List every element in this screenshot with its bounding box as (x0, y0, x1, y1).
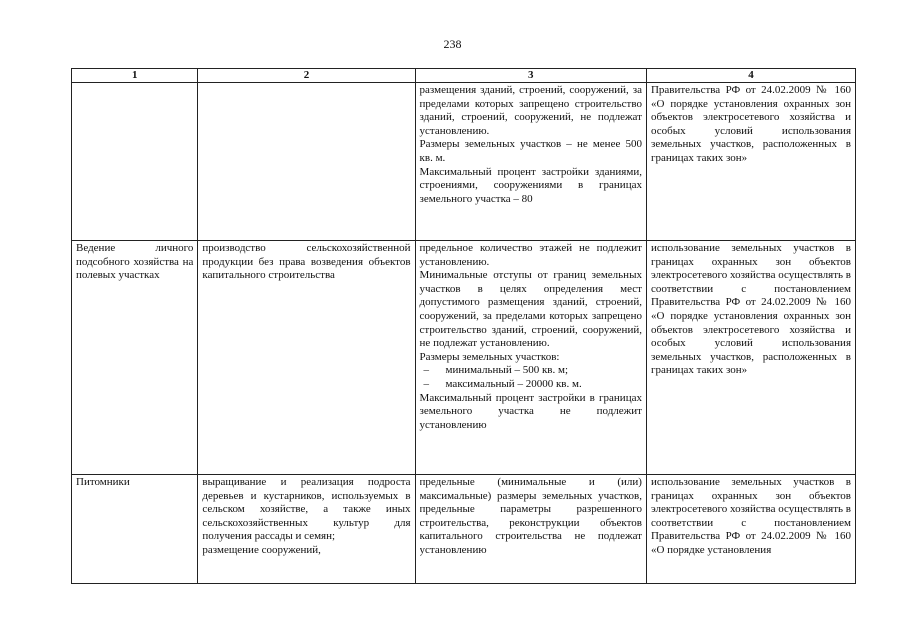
cell-text: предельные (минимальные и (или) максимальные) размеры земельных участков, предельные параметры разрешенного строительства, реконструкции объектов капитального строительства не подлежат установлению (419, 476, 642, 556)
paragraph: Минимальные отступы от границ земельных участков в целях определения мест допустимого размещения зданий, строений, сооружений, за пределами которых запрещено строительство зданий, строений, сооружений, не подлежат установлению. (419, 269, 642, 350)
paragraph: Максимальный процент застройки в границах земельного участка не подлежит установлению (419, 391, 642, 431)
regulations-table (71, 68, 856, 584)
table-row (72, 83, 856, 241)
cell-text-wrap (202, 476, 410, 583)
table-row (72, 475, 856, 584)
paragraph: предельное количество этажей не подлежит установлению. (419, 242, 642, 268)
cell-use-type (72, 475, 198, 584)
cell-restrictions: использование земельных участков в границах охранных зон объектов электросетевого хозяйства осуществлять в соответствии с постановлением Правительства РФ от 24.02.2009 № 160 «О порядке установления охранных зон объектов электросетевого хозяйства и особых условий использования земельных участков, расположенных в границах таких зон» (646, 241, 855, 475)
column-header: 2 (198, 69, 415, 83)
page-number: 238 (443, 37, 462, 51)
dash-bullet-icon: – (423, 377, 430, 390)
paragraph: выращивание и реализация подроста деревьев и кустарников, используемых в сельском хозяйстве, а также иных сельскохозяйственных культур для получения рассады и семян; (202, 476, 411, 543)
cell-description (198, 83, 415, 241)
cell-parameters (415, 241, 646, 475)
cell-text: Питомники (76, 476, 130, 488)
column-header: 1 (72, 69, 198, 83)
cell-use-type (72, 83, 198, 241)
column-header: 3 (415, 69, 646, 83)
paragraph: размещение сооружений, (202, 543, 321, 556)
list-item-text: максимальный – 20000 кв. м. (445, 377, 582, 390)
list-item (420, 378, 642, 392)
cell-parameters (415, 475, 646, 584)
cell-description (198, 475, 415, 584)
cell-restrictions (646, 475, 855, 584)
paragraph: размещения зданий, строений, сооружений, за пределами которых запрещено строительство зданий, строений, сооружений, не подлежат установлению. (419, 84, 642, 137)
cell-restrictions: Правительства РФ от 24.02.2009 № 160 «О порядке установления охранных зон объектов электросетевого хозяйства и особых условий использования земельных участков, расположенных в границах таких зон» (646, 83, 855, 241)
table-row (72, 241, 856, 475)
paragraph: Максимальный процент застройки зданиями, строениями, сооружениями в границах земельного участка – 80 (419, 165, 642, 205)
list-item-text: минимальный – 500 кв. м; (445, 364, 569, 377)
cell-description: производство сельскохозяйственной продукции без права возведения объектов капитального строительства (198, 241, 415, 475)
paragraph: Размеры земельных участков – не менее 500 кв. м. (419, 138, 642, 164)
column-header: 4 (646, 69, 855, 83)
list-item (420, 364, 642, 378)
dash-bullet-icon: – (423, 364, 430, 377)
cell-use-type: Ведение личного подсобного хозяйства на полевых участках (72, 241, 198, 475)
table-header-row (72, 69, 856, 83)
cell-text: использование земельных участков в границах охранных зон объектов электросетевого хозяйства осуществлять в соответствии с постановлением Правительства РФ от 24.02.2009 № 160 «О порядке установления (650, 476, 851, 556)
cell-parameters (415, 83, 646, 241)
paragraph: Размеры земельных участков: (419, 350, 560, 363)
